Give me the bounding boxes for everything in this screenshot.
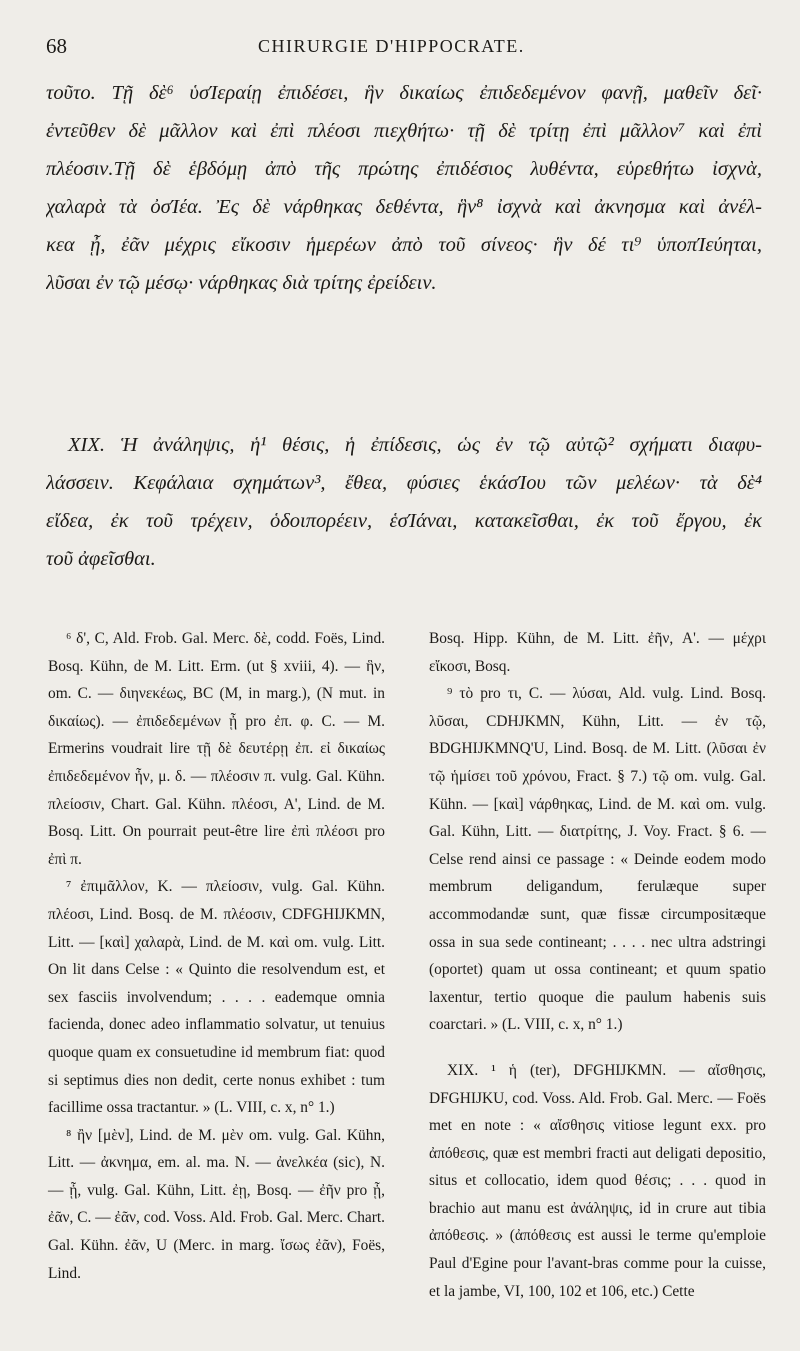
text-line: πλέοσιν.Τῇ δὲ ἑβδόμῃ ἀπὸ τῆς πρώτης ἐπιδέσιος λυθέντα, εὑρεθήτω ἰσχνὰ,: [46, 158, 762, 180]
text-line: λῦσαι ἐν τῷ μέσῳ· νάρθηκας διὰ τρίτης ἐρείδειν.: [46, 272, 437, 294]
text-line: κεα ᾖ, ἐᾶν μέχρις εἴκοσιν ἡμερέων ἀπὸ τοῦ σίνεος· ἣν δέ τι⁹ ὑποπΊεύηται,: [46, 234, 762, 256]
footnotes-left-column: [48, 625, 385, 1325]
text-line: XIX. Ἡ ἀνάληψις, ἡ¹ θέσις, ἡ ἐπίδεσις, ὡς ἐν τῷ αὐτῷ² σχήματι διαφυ-: [68, 434, 762, 456]
footnote: ⁹ τὸ pro τι, C. — λύσαι, Ald. vulg. Lind. Bosq. λῦσαι, CDHJKMN, Kühn, Litt. — ἐν τῷ, BDGHIJKMNQ'U, Lind. Bosq. de M. Litt. (λῦσαι ἐν τῷ ἡμίσει τοῦ χρόνου, Fract. § 7.) τῷ om. vulg. Gal. Kühn. — [καὶ] νάρθηκας, Lind. de M. καὶ om. vulg. Gal. Kühn, Litt. — διατρίτης, J. Voy. Fract. § 6. — Celse rend ainsi ce passage : « Deinde eodem modo membrum deligandum, ferulæque super accommodandæ sunt, quæ fissæ circumpositæque ossa in sua sede contineant; . . . . nec ultra adstringi (oportet) quam ut ossa contineant; et quum spatio laxentur, tertio quoque die paulum habenis suis coarctari. » (L. VIII, c. x, n° 1.): [429, 685, 766, 1034]
footnote: Bosq. Hipp. Kühn, de M. Litt. ἐῆν, A'. — μέχρι εἴκοσι, Bosq.: [429, 630, 766, 675]
text-line: εἴδεα, ἐκ τοῦ τρέχειν, ὁδοιπορέειν, ἑσΊάναι, κατακεῖσθαι, ἐκ τοῦ ἔργου, ἐκ: [46, 510, 762, 532]
text-line: τοῦτο. Τῇ δὲ⁶ ὑσΊεραίῃ ἐπιδέσει, ἣν δικαίως ἐπιδεδεμένον φανῇ, μαθεῖν δεῖ·: [46, 82, 762, 104]
footnote: ⁶ δ', C, Ald. Frob. Gal. Merc. δὲ, codd. Foës, Lind. Bosq. Kühn, de M. Litt. Erm. (ut § xviii, 4). — ἣν, om. C. — διηνεκέως, BC (M, in marg.), (N mut. in δικαίως). — ἐπιδεδεμένων ᾖ pro ἐπ. φ. C. — M. Ermerins voudrait lire τῇ δὲ δευτέρῃ ἐπ. εἰ δικαίως ἐπιδεδεμένον ἦν, μ. δ. — πλέοσιν π. vulg. Gal. Kühn. πλείοσιν, Chart. Gal. Kühn. πλέοσι, A', Lind. de M. Bosq. Litt. On pourrait peut-être lire ἐπὶ πλέοσι pro ἐπὶ π.: [48, 630, 385, 868]
text-line: ἐντεῦθεν δὲ μᾶλλον καὶ ἐπὶ πλέοσι πιεχθήτω· τῇ δὲ τρίτῃ ἐπὶ μᾶλλον⁷ καὶ ἐπὶ: [46, 120, 762, 142]
main-greek-text: [46, 74, 762, 302]
text-line: λάσσειν. Κεφάλαια σχημάτων³, ἔθεα, φύσιες ἑκάσΊου τῶν μελέων· τὰ δὲ⁴: [46, 472, 762, 494]
footnote: XIX. ¹ ἡ (ter), DFGHIJKMN. — αἴσθησις, DFGHIJKU, cod. Voss. Ald. Frob. Gal. Merc. — Foës met en note : « αἴσθησις vitiose legunt exx. pro ἀπόθεσις, quæ est membri fracti aut deligati depositio, situs et collocatio, idem quod θέσις; . . . quod in brachio aut manu est ἀνάληψις, id in crure aut tibia ἀπόθεσις. » (ἀπόθεσις est aussi le terme qu'emploie Paul d'Egine pour l'avant-bras comme pour la cuisse, et la jambe, VI, 100, 102 et 106, etc.) Cette: [429, 1061, 766, 1300]
text-line: χαλαρὰ τὰ ὀσΊέα. Ἐς δὲ νάρθηκας δεθέντα, ἣν⁸ ἰσχνὰ καὶ ἀκνησμα καὶ ἀνέλ-: [46, 196, 762, 218]
footnotes-right-column: [429, 625, 766, 1325]
page-header: [46, 28, 760, 64]
footnote: ⁸ ἢν [μὲν], Lind. de M. μὲν om. vulg. Gal. Kühn, Litt. — ἀκνημα, em. al. ma. N. — ἀνελκέα (sic), N. — ᾖ, vulg. Gal. Kühn, Litt. ἐῃ, Bosq. — ἐῆν pro ᾖ, ἐᾶν, C. — ἐᾶν, cod. Voss. Ald. Frob. Gal. Merc. Chart. Gal. Kühn. ἐᾶν, U (Merc. in marg. ἴσως ἐᾶν), Foës, Lind.: [48, 1126, 385, 1282]
footnotes: [48, 625, 766, 1325]
running-title: CHIRURGIE D'HIPPOCRATE.: [258, 36, 525, 56]
text-line: τοῦ ἀφεῖσθαι.: [46, 548, 156, 570]
page-number: 68: [46, 34, 67, 58]
section-xix-text: [46, 426, 762, 578]
footnote: ⁷ ἐπιμᾶλλον, K. — πλείοσιν, vulg. Gal. Kühn. πλέοσι, Lind. Bosq. de M. πλέοσιν, CDFGHIJKMN, Litt. — [καὶ] χαλαρὰ, Lind. de M. καὶ om. vulg. Litt. On lit dans Celse : « Quinto die resolvendum est, et sex fasciis involvendum; . . . . eademque omnia facienda, donec adeo inflammatio solvatur, ut tenuius quoque quam ex consuetudine id membrum fiat: quod si septimus dies non dedit, certe nonus exhibet : tum facillime ossa tractantur. » (L. VIII, c. x, n° 1.): [48, 878, 385, 1117]
